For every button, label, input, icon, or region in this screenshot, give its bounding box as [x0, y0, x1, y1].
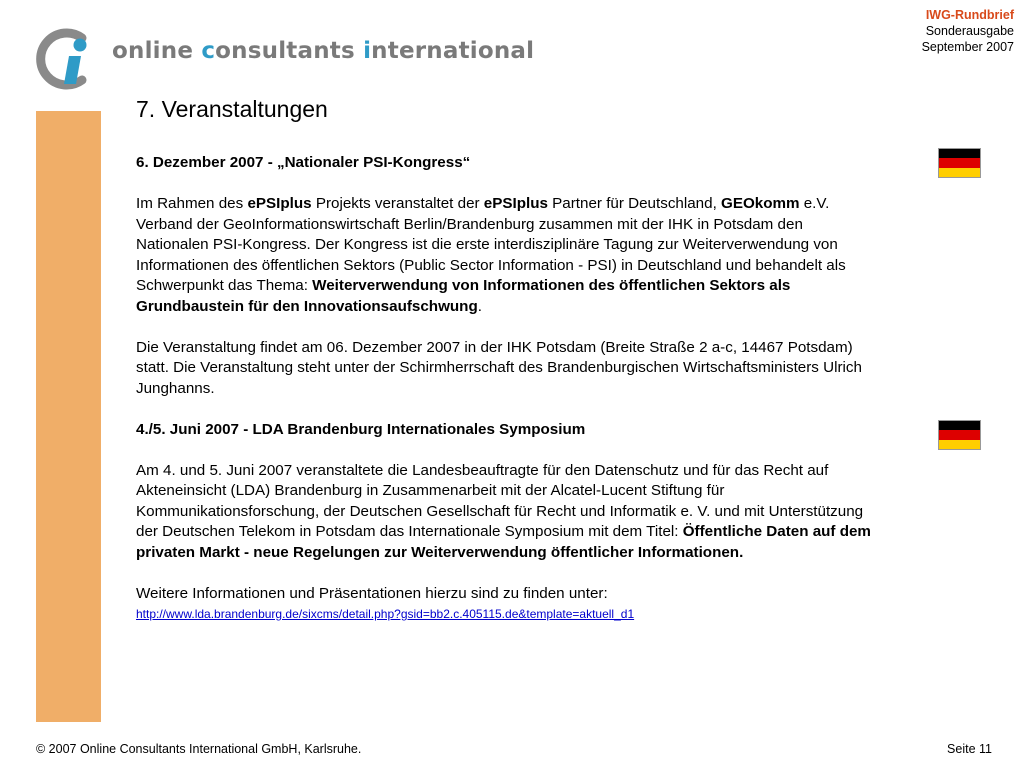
lda-brandenburg-link[interactable]: http://www.lda.brandenburg.de/sixcms/detail.php?gsid=bb2.c.405115.de&template=aktuell_d1 — [136, 607, 635, 621]
footer-copyright: © 2007 Online Consultants International GmbH, Karlsruhe. — [36, 742, 362, 756]
event1-paragraph-2: Die Veranstaltung findet am 06. Dezember 2007 in der IHK Potsdam (Breite Straße 2 a-c, 14467 Potsdam) statt. Die Veranstaltung steht unter der Schirmherrschaft des Brandenburgischen Wirtschaftsministers Ulrich Junghanns. — [136, 338, 862, 397]
footer-page-number: Seite 11 — [947, 742, 992, 756]
event2-link-line — [136, 604, 876, 625]
newsletter-header — [922, 7, 1014, 55]
event2-paragraph-1: Am 4. und 5. Juni 2007 veranstaltete die Landesbeauftragte für den Datenschutz und für das Recht auf Akteneinsicht (LDA) Brandenburg in Zusammenarbeit mit der Alcatel-Lucent Stiftung für Kommunikationsforschung, der Deutschen Gesellschaft für Recht und Informatik e. V. und mit Unterstützung der Deutschen Telekom in Potsdam das Internationale Symposium mit dem Titel: Öffentliche Daten auf dem privaten Markt - neue Regelungen zur Weiterverwendung öffentlicher Informationen. — [136, 461, 871, 561]
newsletter-date: September 2007 — [921, 40, 1014, 54]
oci-logo-icon — [36, 26, 98, 92]
page-title: 7. Veranstaltungen — [136, 96, 328, 122]
german-flag-icon — [938, 148, 981, 178]
newsletter-brand: IWG-Rundbrief — [925, 8, 1014, 22]
article-body — [136, 153, 876, 625]
decorative-sidebar — [36, 111, 101, 722]
newsletter-edition: Sonderausgabe — [925, 24, 1014, 38]
event1-paragraph-1: Im Rahmen des ePSIplus Projekts veranstaltet der ePSIplus Partner für Deutschland, GEOkomm e.V. Verband der GeoInformationswirtschaft Berlin/Brandenburg zusammen mit der IHK in Potsdam den Nationalen PSI-Kongress. Der Kongress ist die erste interdisziplinäre Tagung zur Weiterverwendung von Informationen des öffentlichen Sektors (Public Sector Information - PSI) in Deutschland und behandelt als Schwerpunkt das Thema: Weiterverwendung von Informationen des öffentlichen Sektors als Grundbaustein für den Innovationsaufschwung. — [136, 195, 846, 315]
company-logo — [36, 26, 535, 92]
event2-paragraph-2: Weitere Informationen und Präsentationen hierzu sind zu finden unter: — [136, 584, 608, 602]
german-flag-icon — [938, 420, 981, 450]
company-name: online consultants international — [112, 38, 535, 64]
event1-heading: 6. Dezember 2007 - „Nationaler PSI-Kongress“ — [136, 154, 471, 171]
event2-heading: 4./5. Juni 2007 - LDA Brandenburg Internationales Symposium — [136, 420, 586, 438]
